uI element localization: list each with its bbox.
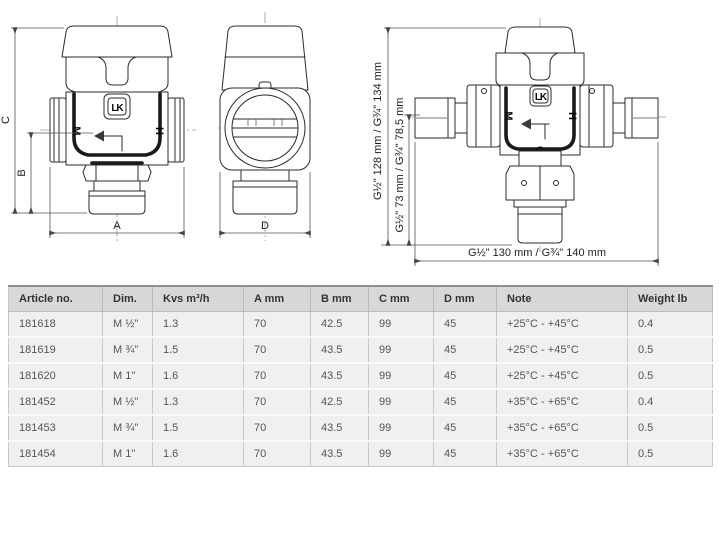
cell-b: 42.5 <box>311 389 369 415</box>
table-row <box>9 389 713 415</box>
cell-a: 70 <box>244 441 311 467</box>
front-view-port-left-label: M <box>70 126 83 136</box>
cell-kvs: 1.3 <box>153 312 244 338</box>
cell-note: +35°C - +65°C <box>497 441 628 467</box>
cell-dim: M 1" <box>103 441 153 467</box>
union-view-right-thread <box>625 98 658 138</box>
cell-c: 99 <box>369 337 434 363</box>
cell-b: 43.5 <box>311 415 369 441</box>
cell-note: +35°C - +65°C <box>497 389 628 415</box>
cell-kvs: 1.6 <box>153 363 244 389</box>
cell-note: +35°C - +65°C <box>497 415 628 441</box>
front-view-right-port <box>168 98 184 162</box>
table-row <box>9 337 713 363</box>
front-view-left-port <box>50 98 66 162</box>
col-header-b-mm: B mm <box>311 286 369 312</box>
table-row <box>9 312 713 338</box>
dim-label-total-height: G½" 128 mm / G¾" 134 mm <box>372 61 384 201</box>
dim-label-A: A <box>113 220 121 232</box>
cell-d: 45 <box>434 389 497 415</box>
cell-note: +25°C - +45°C <box>497 312 628 338</box>
cell-weight: 0.4 <box>628 312 713 338</box>
side-view-knob <box>222 26 308 90</box>
col-header-kvs: Kvs m³/h <box>153 286 244 312</box>
col-header-d-mm: D mm <box>434 286 497 312</box>
union-view-logo: LK <box>534 92 547 103</box>
cell-c: 99 <box>369 389 434 415</box>
cell-d: 45 <box>434 415 497 441</box>
side-view-body <box>220 82 310 170</box>
dim-label-C: C <box>0 116 12 124</box>
table-row <box>9 415 713 441</box>
cell-a: 70 <box>244 415 311 441</box>
cell-d: 45 <box>434 312 497 338</box>
cell-note: +25°C - +45°C <box>497 363 628 389</box>
table-row <box>9 441 713 467</box>
cell-dim: M ½" <box>103 312 153 338</box>
union-view-right-union-nut <box>580 85 625 147</box>
union-view-port-right-label: H <box>566 112 579 120</box>
col-header-weight: Weight lb <box>628 286 713 312</box>
cell-c: 99 <box>369 441 434 467</box>
dim-label-D: D <box>261 220 269 232</box>
valve-spec-table <box>8 285 713 467</box>
union-view-port-left-label: M <box>502 111 515 121</box>
cell-article-no: 181618 <box>9 312 103 338</box>
union-view-left-thread <box>415 98 455 138</box>
col-header-a-mm: A mm <box>244 286 311 312</box>
table-row <box>9 363 713 389</box>
front-view-port-right-label: H <box>153 127 166 135</box>
union-view-drawing <box>372 18 668 266</box>
cell-article-no: 181619 <box>9 337 103 363</box>
front-view-drawing <box>0 16 196 241</box>
cell-weight: 0.4 <box>628 389 713 415</box>
dim-label-outlet-height: G½" 73 mm / G¾" 78,5 mm <box>394 97 406 233</box>
cell-d: 45 <box>434 441 497 467</box>
cell-a: 70 <box>244 312 311 338</box>
dim-label-total-width: G½" 130 mm / G¾" 140 mm <box>467 247 607 259</box>
cell-article-no: 181454 <box>9 441 103 467</box>
cell-weight: 0.5 <box>628 363 713 389</box>
cell-weight: 0.5 <box>628 415 713 441</box>
side-view-drawing <box>218 12 312 241</box>
cell-weight: 0.5 <box>628 441 713 467</box>
union-view-knob <box>496 27 584 87</box>
cell-b: 43.5 <box>311 337 369 363</box>
cell-kvs: 1.5 <box>153 415 244 441</box>
cell-a: 70 <box>244 363 311 389</box>
cell-b: 43.5 <box>311 441 369 467</box>
cell-a: 70 <box>244 337 311 363</box>
cell-c: 99 <box>369 312 434 338</box>
cell-weight: 0.5 <box>628 337 713 363</box>
union-view-outlet <box>506 151 574 243</box>
cell-b: 42.5 <box>311 312 369 338</box>
front-view-knob <box>62 26 172 92</box>
front-view-logo: LK <box>111 103 123 114</box>
dim-label-B: B <box>16 169 28 177</box>
cell-dim: M 1" <box>103 363 153 389</box>
cell-dim: M ¾" <box>103 415 153 441</box>
cell-kvs: 1.5 <box>153 337 244 363</box>
cell-a: 70 <box>244 389 311 415</box>
cell-b: 43.5 <box>311 363 369 389</box>
cell-note: +25°C - +45°C <box>497 337 628 363</box>
col-header-article-no: Article no. <box>9 286 103 312</box>
cell-article-no: 181453 <box>9 415 103 441</box>
col-header-note: Note <box>497 286 628 312</box>
side-view-outlet <box>233 170 297 214</box>
table-header-row <box>9 286 713 312</box>
cell-dim: M ¾" <box>103 337 153 363</box>
cell-c: 99 <box>369 363 434 389</box>
cell-d: 45 <box>434 363 497 389</box>
cell-article-no: 181452 <box>9 389 103 415</box>
cell-dim: M ½" <box>103 389 153 415</box>
union-view-left-union-nut <box>455 85 500 147</box>
cell-article-no: 181620 <box>9 363 103 389</box>
cell-kvs: 1.6 <box>153 441 244 467</box>
cell-d: 45 <box>434 337 497 363</box>
col-header-dim: Dim. <box>103 286 153 312</box>
col-header-c-mm: C mm <box>369 286 434 312</box>
cell-kvs: 1.3 <box>153 389 244 415</box>
cell-c: 99 <box>369 415 434 441</box>
front-view-outlet <box>83 165 151 214</box>
